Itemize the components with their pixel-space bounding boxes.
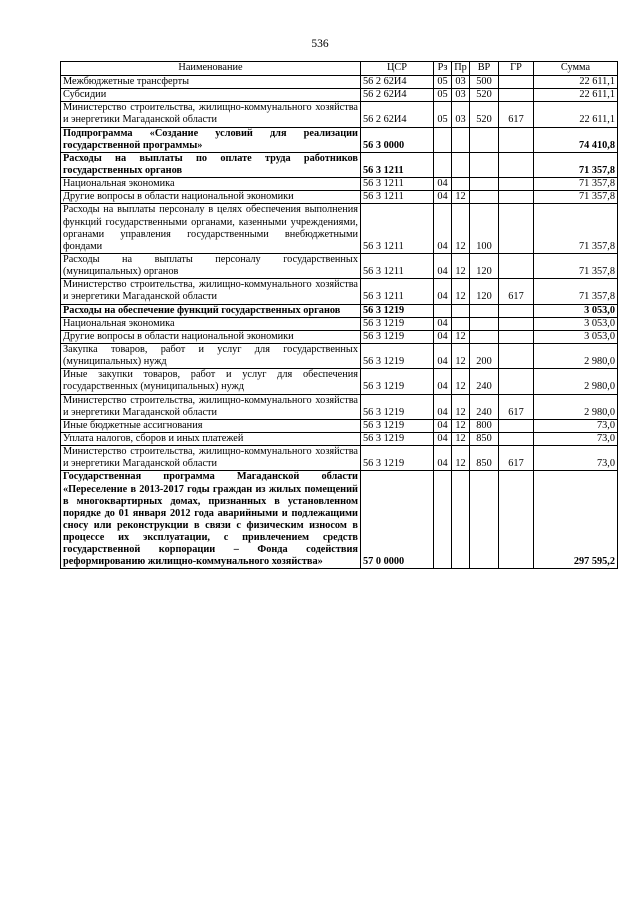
cell-name: Расходы на обеспечение функций государственных органов xyxy=(61,304,361,317)
cell-pr: 12 xyxy=(452,204,470,254)
cell-name: Расходы на выплаты по оплате труда работников государственных органов xyxy=(61,152,361,177)
cell-sum: 71 357,8 xyxy=(534,178,618,191)
cell-name: Иные закупки товаров, работ и услуг для обеспечения государственных (муниципальных) нужд xyxy=(61,369,361,394)
cell-csr: 56 3 1211 xyxy=(361,191,434,204)
cell-vr: 120 xyxy=(470,253,499,278)
cell-rz: 04 xyxy=(434,204,452,254)
cell-pr xyxy=(452,471,470,569)
cell-name: Другие вопросы в области национальной экономики xyxy=(61,191,361,204)
cell-sum: 2 980,0 xyxy=(534,394,618,419)
cell-gr xyxy=(499,191,534,204)
cell-gr: 617 xyxy=(499,279,534,304)
cell-pr: 12 xyxy=(452,369,470,394)
cell-sum: 71 357,8 xyxy=(534,152,618,177)
cell-sum: 73,0 xyxy=(534,432,618,445)
header-gr: ГР xyxy=(499,62,534,76)
cell-vr xyxy=(470,191,499,204)
cell-vr: 100 xyxy=(470,204,499,254)
table-body xyxy=(61,76,618,569)
table-row xyxy=(61,394,618,419)
cell-gr xyxy=(499,178,534,191)
header-csr: ЦСР xyxy=(361,62,434,76)
cell-sum: 73,0 xyxy=(534,446,618,471)
cell-gr: 617 xyxy=(499,394,534,419)
cell-sum: 2 980,0 xyxy=(534,369,618,394)
cell-rz: 05 xyxy=(434,102,452,127)
cell-vr: 520 xyxy=(470,102,499,127)
cell-name: Расходы на выплаты персоналу государственных (муниципальных) органов xyxy=(61,253,361,278)
cell-csr: 56 2 62И4 xyxy=(361,89,434,102)
cell-sum: 2 980,0 xyxy=(534,343,618,368)
table-row xyxy=(61,419,618,432)
header-rz: Рз xyxy=(434,62,452,76)
cell-csr: 56 3 1219 xyxy=(361,343,434,368)
table-row xyxy=(61,253,618,278)
table-header-row xyxy=(61,62,618,76)
page-number: 536 xyxy=(311,38,329,50)
table-row xyxy=(61,152,618,177)
cell-pr: 12 xyxy=(452,253,470,278)
cell-sum: 297 595,2 xyxy=(534,471,618,569)
cell-rz: 04 xyxy=(434,330,452,343)
cell-name: Иные бюджетные ассигнования xyxy=(61,419,361,432)
cell-gr xyxy=(499,432,534,445)
cell-name: Субсидии xyxy=(61,89,361,102)
cell-rz: 04 xyxy=(434,253,452,278)
cell-pr: 03 xyxy=(452,76,470,89)
cell-rz: 04 xyxy=(434,432,452,445)
cell-name: Министерство строительства, жилищно-коммунального хозяйства и энергетики Магаданской области xyxy=(61,102,361,127)
cell-pr xyxy=(452,304,470,317)
cell-vr xyxy=(470,471,499,569)
table-row xyxy=(61,76,618,89)
cell-rz: 04 xyxy=(434,419,452,432)
cell-name: Межбюджетные трансферты xyxy=(61,76,361,89)
header-name: Наименование xyxy=(61,62,361,76)
cell-sum: 3 053,0 xyxy=(534,304,618,317)
cell-sum: 71 357,8 xyxy=(534,191,618,204)
cell-rz: 04 xyxy=(434,317,452,330)
cell-csr: 56 3 1219 xyxy=(361,369,434,394)
cell-vr: 500 xyxy=(470,76,499,89)
cell-vr xyxy=(470,127,499,152)
cell-gr xyxy=(499,76,534,89)
table-row xyxy=(61,471,618,569)
cell-name: Министерство строительства, жилищно-коммунального хозяйства и энергетики Магаданской области xyxy=(61,446,361,471)
cell-gr xyxy=(499,330,534,343)
cell-pr: 12 xyxy=(452,330,470,343)
cell-sum: 22 611,1 xyxy=(534,102,618,127)
cell-csr: 56 3 1211 xyxy=(361,253,434,278)
cell-csr: 56 3 0000 xyxy=(361,127,434,152)
cell-sum: 71 357,8 xyxy=(534,279,618,304)
cell-csr: 56 2 62И4 xyxy=(361,76,434,89)
cell-gr xyxy=(499,304,534,317)
cell-name: Государственная программа Магаданской области «Переселение в 2013-2017 годы граждан из жилых помещений в многоквартирных домах, признанных в установленном порядке до 01 января 2012 года аварийными и подлежащими сносу или реконструкции в связи с физическим износом в процессе их эксплуатации, с привлечением средств государственной корпорации – Фонда содействия реформированию жилищно-коммунального хозяйства» xyxy=(61,471,361,569)
cell-vr: 520 xyxy=(470,89,499,102)
cell-name: Подпрограмма «Создание условий для реализации государственной программы» xyxy=(61,127,361,152)
cell-rz xyxy=(434,471,452,569)
cell-csr: 56 3 1219 xyxy=(361,330,434,343)
cell-pr: 12 xyxy=(452,191,470,204)
cell-vr xyxy=(470,304,499,317)
cell-rz: 04 xyxy=(434,394,452,419)
cell-rz xyxy=(434,304,452,317)
cell-csr: 56 3 1219 xyxy=(361,304,434,317)
cell-name: Расходы на выплаты персоналу в целях обеспечения выполнения функций государственными органами, казенными учреждениями, органами управления государственными внебюджетными фондами xyxy=(61,204,361,254)
cell-vr: 850 xyxy=(470,446,499,471)
cell-rz: 04 xyxy=(434,446,452,471)
cell-gr xyxy=(499,317,534,330)
cell-rz xyxy=(434,152,452,177)
header-pr: Пр xyxy=(452,62,470,76)
cell-rz: 04 xyxy=(434,343,452,368)
header-sum: Сумма xyxy=(534,62,618,76)
table-row xyxy=(61,304,618,317)
cell-pr: 12 xyxy=(452,419,470,432)
cell-vr: 120 xyxy=(470,279,499,304)
cell-rz: 05 xyxy=(434,76,452,89)
cell-gr xyxy=(499,89,534,102)
cell-sum: 71 357,8 xyxy=(534,253,618,278)
cell-gr xyxy=(499,369,534,394)
cell-vr xyxy=(470,330,499,343)
cell-csr: 56 3 1211 xyxy=(361,279,434,304)
cell-gr xyxy=(499,343,534,368)
cell-pr xyxy=(452,178,470,191)
cell-csr: 56 3 1219 xyxy=(361,446,434,471)
cell-vr: 800 xyxy=(470,419,499,432)
cell-csr: 56 2 62И4 xyxy=(361,102,434,127)
cell-gr xyxy=(499,419,534,432)
cell-rz: 04 xyxy=(434,178,452,191)
cell-gr xyxy=(499,204,534,254)
cell-gr: 617 xyxy=(499,102,534,127)
cell-rz xyxy=(434,127,452,152)
header-vr: ВР xyxy=(470,62,499,76)
table-row xyxy=(61,317,618,330)
cell-name: Другие вопросы в области национальной экономики xyxy=(61,330,361,343)
cell-csr: 56 3 1219 xyxy=(361,317,434,330)
table-row xyxy=(61,432,618,445)
cell-pr: 03 xyxy=(452,89,470,102)
cell-sum: 3 053,0 xyxy=(534,317,618,330)
cell-name: Закупка товаров, работ и услуг для государственных (муниципальных) нужд xyxy=(61,343,361,368)
table-row xyxy=(61,369,618,394)
cell-rz: 04 xyxy=(434,369,452,394)
cell-gr xyxy=(499,471,534,569)
cell-csr: 56 3 1211 xyxy=(361,204,434,254)
cell-sum: 73,0 xyxy=(534,419,618,432)
cell-pr: 12 xyxy=(452,343,470,368)
cell-sum: 74 410,8 xyxy=(534,127,618,152)
cell-pr: 12 xyxy=(452,394,470,419)
cell-rz: 04 xyxy=(434,279,452,304)
cell-vr: 240 xyxy=(470,369,499,394)
cell-pr xyxy=(452,317,470,330)
cell-pr: 12 xyxy=(452,279,470,304)
cell-gr xyxy=(499,127,534,152)
table-row xyxy=(61,330,618,343)
cell-sum: 3 053,0 xyxy=(534,330,618,343)
table-row xyxy=(61,89,618,102)
cell-vr: 240 xyxy=(470,394,499,419)
cell-pr: 12 xyxy=(452,432,470,445)
cell-gr: 617 xyxy=(499,446,534,471)
cell-pr xyxy=(452,152,470,177)
table-row xyxy=(61,279,618,304)
cell-name: Министерство строительства, жилищно-коммунального хозяйства и энергетики Магаданской области xyxy=(61,394,361,419)
cell-name: Национальная экономика xyxy=(61,178,361,191)
cell-rz: 05 xyxy=(434,89,452,102)
cell-name: Министерство строительства, жилищно-коммунального хозяйства и энергетики Магаданской области xyxy=(61,279,361,304)
cell-gr xyxy=(499,152,534,177)
table-row xyxy=(61,204,618,254)
cell-vr xyxy=(470,317,499,330)
table-row xyxy=(61,343,618,368)
cell-vr: 850 xyxy=(470,432,499,445)
cell-vr xyxy=(470,152,499,177)
table-row xyxy=(61,191,618,204)
table-row xyxy=(61,127,618,152)
cell-sum: 71 357,8 xyxy=(534,204,618,254)
cell-pr: 12 xyxy=(452,446,470,471)
budget-table xyxy=(60,61,618,569)
cell-csr: 56 3 1211 xyxy=(361,178,434,191)
cell-name: Национальная экономика xyxy=(61,317,361,330)
cell-pr: 03 xyxy=(452,102,470,127)
cell-sum: 22 611,1 xyxy=(534,76,618,89)
cell-sum: 22 611,1 xyxy=(534,89,618,102)
cell-vr xyxy=(470,178,499,191)
cell-csr: 56 3 1219 xyxy=(361,419,434,432)
cell-rz: 04 xyxy=(434,191,452,204)
cell-csr: 57 0 0000 xyxy=(361,471,434,569)
cell-gr xyxy=(499,253,534,278)
cell-vr: 200 xyxy=(470,343,499,368)
cell-name: Уплата налогов, сборов и иных платежей xyxy=(61,432,361,445)
cell-csr: 56 3 1211 xyxy=(361,152,434,177)
table-row xyxy=(61,446,618,471)
cell-pr xyxy=(452,127,470,152)
table-row xyxy=(61,178,618,191)
table-row xyxy=(61,102,618,127)
cell-csr: 56 3 1219 xyxy=(361,432,434,445)
cell-csr: 56 3 1219 xyxy=(361,394,434,419)
